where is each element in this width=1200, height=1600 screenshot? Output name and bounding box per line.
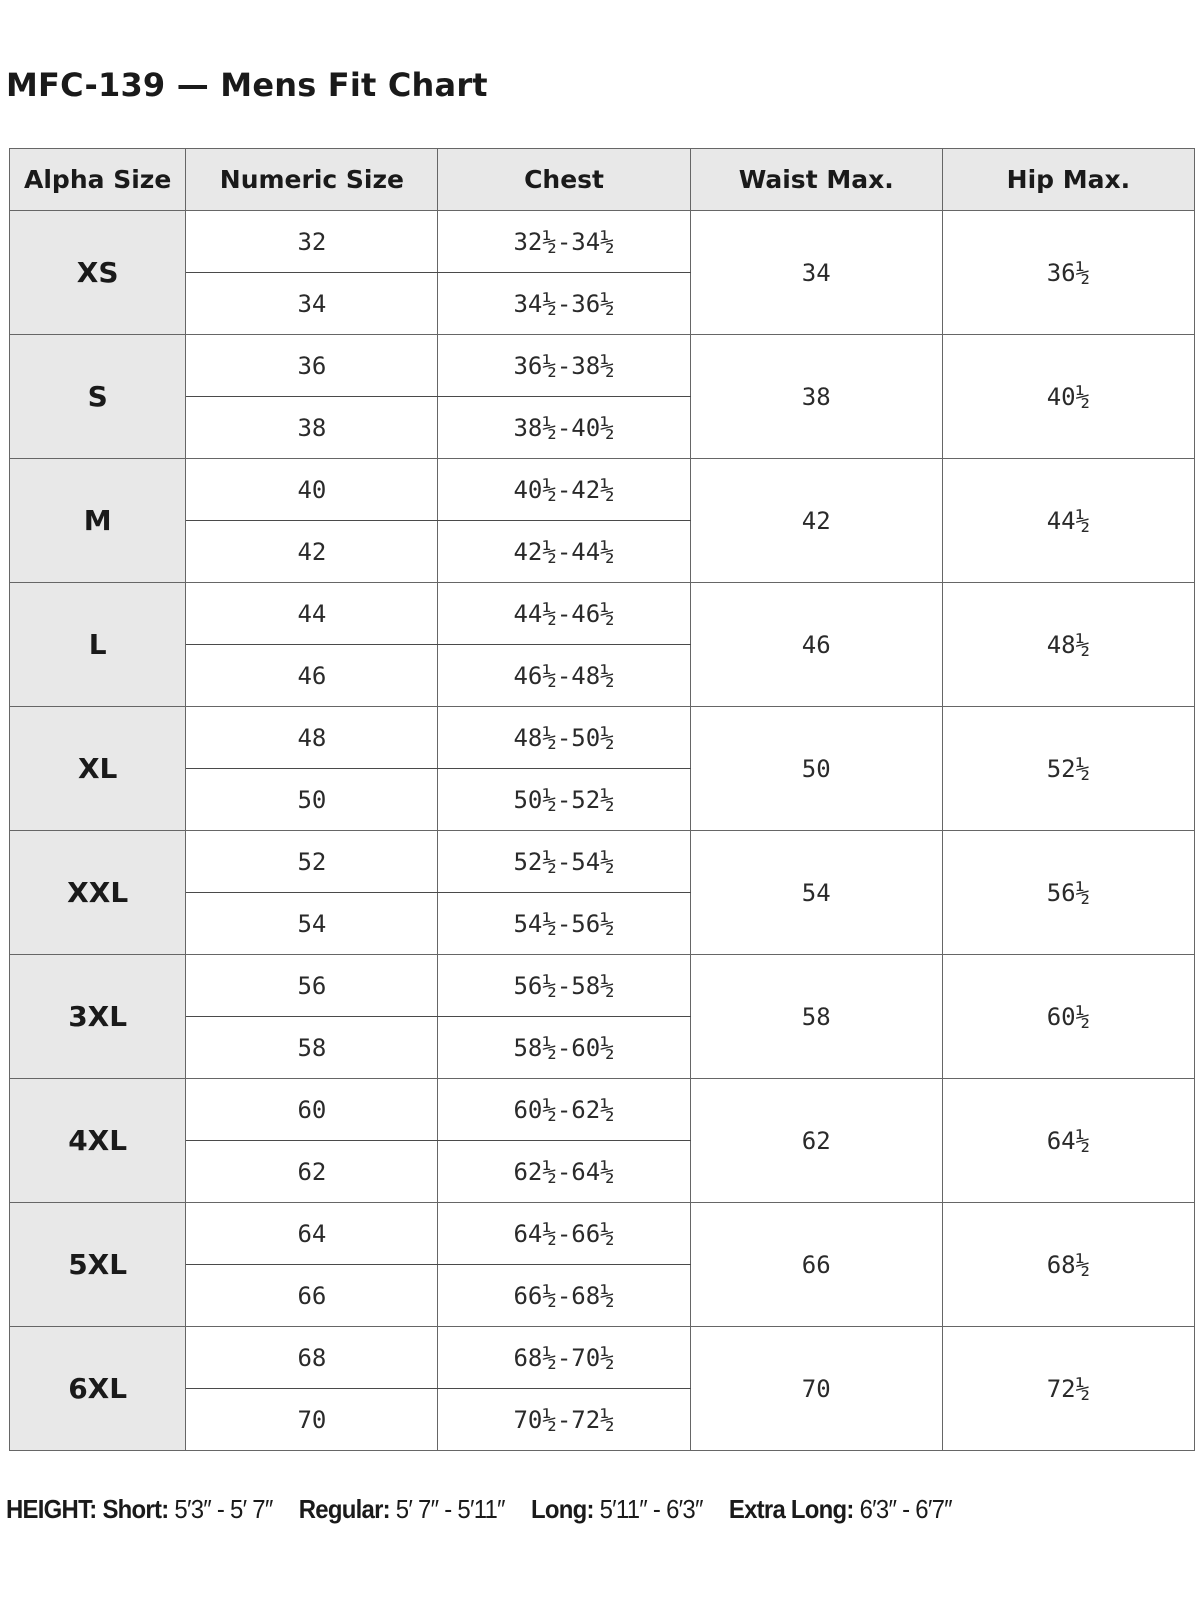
regular-value: 5′ 7″ - 5′11″ xyxy=(395,1494,505,1524)
waist-max-cell: 62 xyxy=(690,1079,942,1203)
header-numeric-size: Numeric Size xyxy=(186,149,438,211)
waist-max-cell: 42 xyxy=(690,459,942,583)
hip-max-cell: 36½ xyxy=(942,211,1194,335)
alpha-size-cell: XL xyxy=(10,707,186,831)
hip-max-cell: 72½ xyxy=(942,1327,1194,1451)
chest-cell: 66½-68½ xyxy=(438,1265,690,1327)
table-row xyxy=(10,335,1195,397)
numeric-size-cell: 50 xyxy=(186,769,438,831)
table-row xyxy=(10,1079,1195,1141)
numeric-size-cell: 58 xyxy=(186,1017,438,1079)
numeric-size-cell: 64 xyxy=(186,1203,438,1265)
numeric-size-cell: 48 xyxy=(186,707,438,769)
numeric-size-cell: 62 xyxy=(186,1141,438,1203)
hip-max-cell: 60½ xyxy=(942,955,1194,1079)
chest-cell: 54½-56½ xyxy=(438,893,690,955)
chest-cell: 56½-58½ xyxy=(438,955,690,1017)
fit-chart-table xyxy=(9,148,1195,1451)
short-value: 5′3″ - 5′ 7″ xyxy=(174,1494,273,1524)
waist-max-cell: 54 xyxy=(690,831,942,955)
chest-cell: 32½-34½ xyxy=(438,211,690,273)
numeric-size-cell: 68 xyxy=(186,1327,438,1389)
alpha-size-cell: 5XL xyxy=(10,1203,186,1327)
alpha-size-cell: 4XL xyxy=(10,1079,186,1203)
chest-cell: 40½-42½ xyxy=(438,459,690,521)
header-chest: Chest xyxy=(438,149,690,211)
chest-cell: 44½-46½ xyxy=(438,583,690,645)
chest-cell: 64½-66½ xyxy=(438,1203,690,1265)
chest-cell: 36½-38½ xyxy=(438,335,690,397)
numeric-size-cell: 36 xyxy=(186,335,438,397)
table-row xyxy=(10,1203,1195,1265)
extra-long-label: Extra Long: xyxy=(728,1494,854,1524)
hip-max-cell: 64½ xyxy=(942,1079,1194,1203)
alpha-size-cell: M xyxy=(10,459,186,583)
hip-max-cell: 68½ xyxy=(942,1203,1194,1327)
numeric-size-cell: 60 xyxy=(186,1079,438,1141)
waist-max-cell: 50 xyxy=(690,707,942,831)
chest-cell: 48½-50½ xyxy=(438,707,690,769)
table-row xyxy=(10,1327,1195,1389)
chest-cell: 52½-54½ xyxy=(438,831,690,893)
numeric-size-cell: 38 xyxy=(186,397,438,459)
numeric-size-cell: 40 xyxy=(186,459,438,521)
waist-max-cell: 58 xyxy=(690,955,942,1079)
table-row xyxy=(10,459,1195,521)
page-title: MFC-139 — Mens Fit Chart xyxy=(6,66,488,104)
numeric-size-cell: 32 xyxy=(186,211,438,273)
long-value: 5′11″ - 6′3″ xyxy=(599,1494,703,1524)
alpha-size-cell: 6XL xyxy=(10,1327,186,1451)
header-waist-max: Waist Max. xyxy=(690,149,942,211)
numeric-size-cell: 42 xyxy=(186,521,438,583)
chest-cell: 62½-64½ xyxy=(438,1141,690,1203)
chest-cell: 70½-72½ xyxy=(438,1389,690,1451)
numeric-size-cell: 34 xyxy=(186,273,438,335)
numeric-size-cell: 70 xyxy=(186,1389,438,1451)
table-row xyxy=(10,211,1195,273)
alpha-size-cell: XXL xyxy=(10,831,186,955)
long-label: Long: xyxy=(530,1494,594,1524)
waist-max-cell: 34 xyxy=(690,211,942,335)
chest-cell: 34½-36½ xyxy=(438,273,690,335)
numeric-size-cell: 56 xyxy=(186,955,438,1017)
header-alpha-size: Alpha Size xyxy=(10,149,186,211)
height-footer xyxy=(6,1494,972,1525)
chest-cell: 68½-70½ xyxy=(438,1327,690,1389)
numeric-size-cell: 52 xyxy=(186,831,438,893)
hip-max-cell: 40½ xyxy=(942,335,1194,459)
table-body xyxy=(10,211,1195,1451)
waist-max-cell: 46 xyxy=(690,583,942,707)
alpha-size-cell: 3XL xyxy=(10,955,186,1079)
alpha-size-cell: XS xyxy=(10,211,186,335)
extra-long-value: 6′3″ - 6′7″ xyxy=(859,1494,952,1524)
hip-max-cell: 56½ xyxy=(942,831,1194,955)
waist-max-cell: 66 xyxy=(690,1203,942,1327)
alpha-size-cell: S xyxy=(10,335,186,459)
alpha-size-cell: L xyxy=(10,583,186,707)
table-row xyxy=(10,831,1195,893)
table-row xyxy=(10,707,1195,769)
chest-cell: 58½-60½ xyxy=(438,1017,690,1079)
header-row xyxy=(10,149,1195,211)
chest-cell: 50½-52½ xyxy=(438,769,690,831)
numeric-size-cell: 46 xyxy=(186,645,438,707)
numeric-size-cell: 44 xyxy=(186,583,438,645)
chest-cell: 42½-44½ xyxy=(438,521,690,583)
hip-max-cell: 52½ xyxy=(942,707,1194,831)
chest-cell: 60½-62½ xyxy=(438,1079,690,1141)
waist-max-cell: 38 xyxy=(690,335,942,459)
waist-max-cell: 70 xyxy=(690,1327,942,1451)
hip-max-cell: 44½ xyxy=(942,459,1194,583)
table-row xyxy=(10,583,1195,645)
chest-cell: 38½-40½ xyxy=(438,397,690,459)
chest-cell: 46½-48½ xyxy=(438,645,690,707)
height-label: HEIGHT: xyxy=(6,1494,97,1524)
short-label: Short: xyxy=(102,1494,169,1524)
numeric-size-cell: 66 xyxy=(186,1265,438,1327)
table-row xyxy=(10,955,1195,1017)
header-hip-max: Hip Max. xyxy=(942,149,1194,211)
numeric-size-cell: 54 xyxy=(186,893,438,955)
regular-label: Regular: xyxy=(298,1494,390,1524)
hip-max-cell: 48½ xyxy=(942,583,1194,707)
